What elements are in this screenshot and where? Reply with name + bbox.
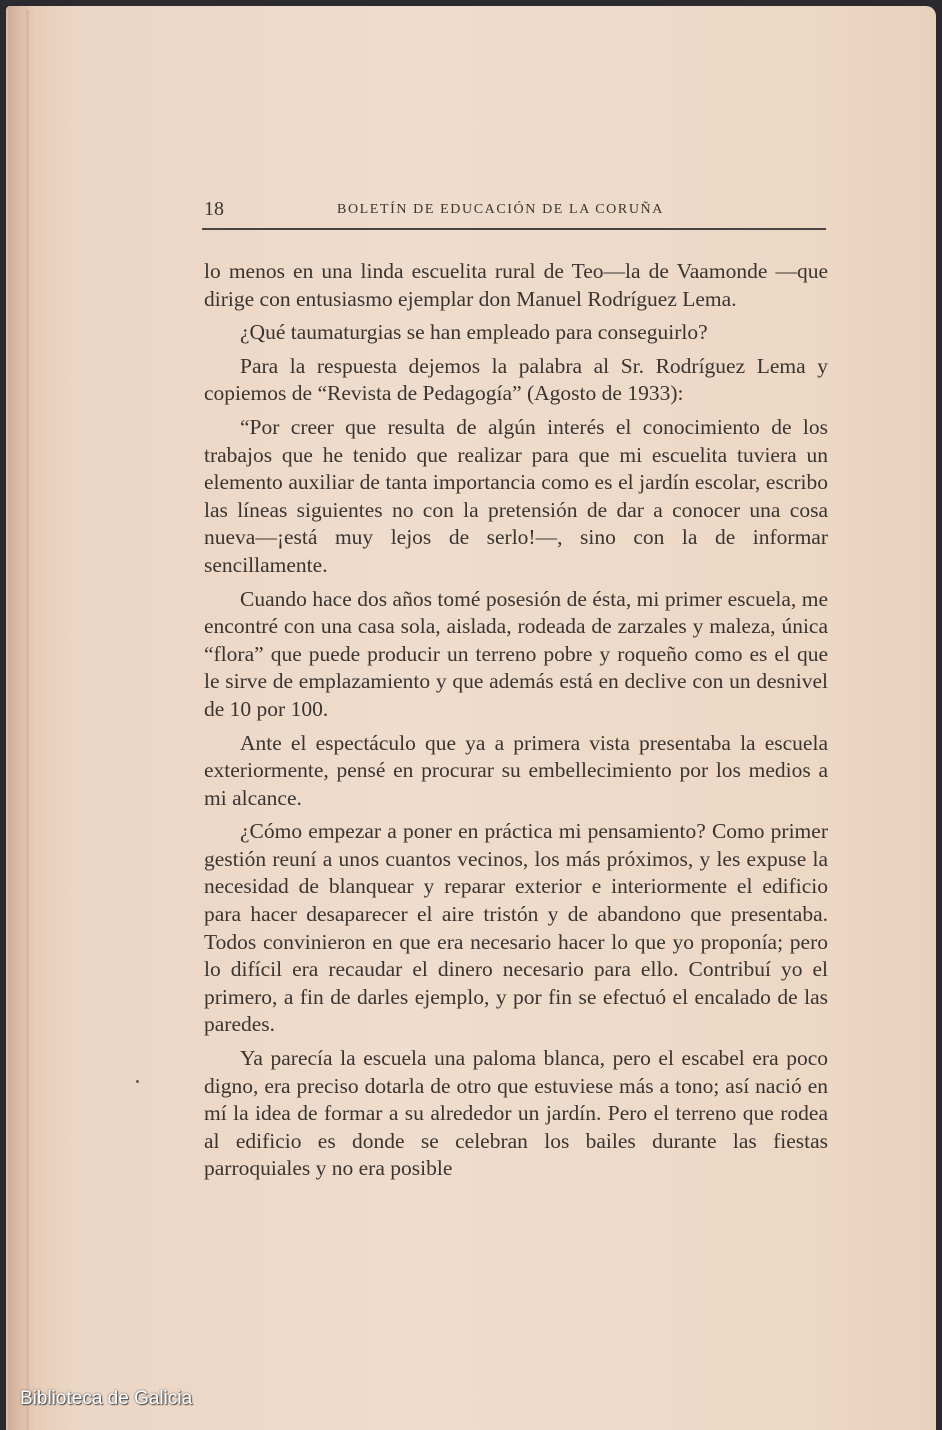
page-header: [204, 196, 826, 224]
page-gutter-shadow: [8, 6, 38, 1430]
paragraph: Para la respuesta dejemos la palabra al Sr. Rodríguez Lema y copiemos de “Revista de Pedagogía” (Agosto de 1933):: [204, 353, 828, 406]
page-edge-line: [26, 10, 29, 1430]
running-title: BOLETÍN DE EDUCACIÓN DE LA CORUÑA: [337, 202, 664, 217]
paragraph-continuation: lo menos en una linda escuelita rural de Teo—la de Vaamonde —que dirige con entusiasmo ejemplar don Manuel Rodríguez Lema.: [204, 259, 828, 311]
header-rule: [202, 228, 826, 230]
paragraph: ¿Cómo empezar a poner en práctica mi pensamiento? Como primer gestión reuní a unos cuantos vecinos, los más próximos, y les expuse la necesidad de blanquear y reparar exterior e interiormente el edificio para hacer desaparecer el aire tristón y de abandono que presentaba. Todos convinieron en que era necesario hacer lo que yo proponía; pero lo difícil era recaudar el dinero necesario para ello. Contribuí yo el primero, a fin de darles ejemplo, y por fin se efectuó el encalado de las paredes.: [204, 819, 828, 1037]
ink-speck: [136, 1080, 139, 1083]
paragraph: Cuando hace dos años tomé posesión de ésta, mi primer escuela, me encontré con una casa sola, aislada, rodeada de zarzales y maleza, única “flora” que puede producir un terreno pobre y roqueño como es el que le sirve de emplazamiento y que además está en declive con un desnivel de 10 por 100.: [204, 586, 828, 721]
paragraph: ¿Qué taumaturgias se han empleado para conseguirlo?: [240, 320, 708, 345]
paragraph: Ya parecía la escuela una paloma blanca, pero el escabel era poco digno, era preciso dotarla de otro que estuviese más a tono; así nació en mí la idea de formar a su alrededor un jardín. Pero el terreno que rodea al edificio es donde se celebran los bailes durante las fiestas parroquiales y no era posible: [204, 1046, 828, 1181]
page-number: 18: [204, 198, 224, 220]
library-watermark: Biblioteca de Galicia: [20, 1388, 193, 1409]
body-text: [204, 258, 828, 1189]
paragraph: “Por creer que resulta de algún interés el conocimiento de los trabajos que he tenido que realizar para que mi escuelita tuviera un elemento auxiliar de tanta importancia como es el jardín escolar, escribo las líneas siguientes no con la pretensión de dar a conocer una cosa nueva—¡está muy lejos de serlo!—, sino con la de informar sencillamente.: [204, 414, 828, 577]
paragraph: Ante el espectáculo que ya a primera vista presentaba la escuela exteriormente, pensé en procurar su embellecimiento por los medios a mi alcance.: [204, 730, 828, 810]
